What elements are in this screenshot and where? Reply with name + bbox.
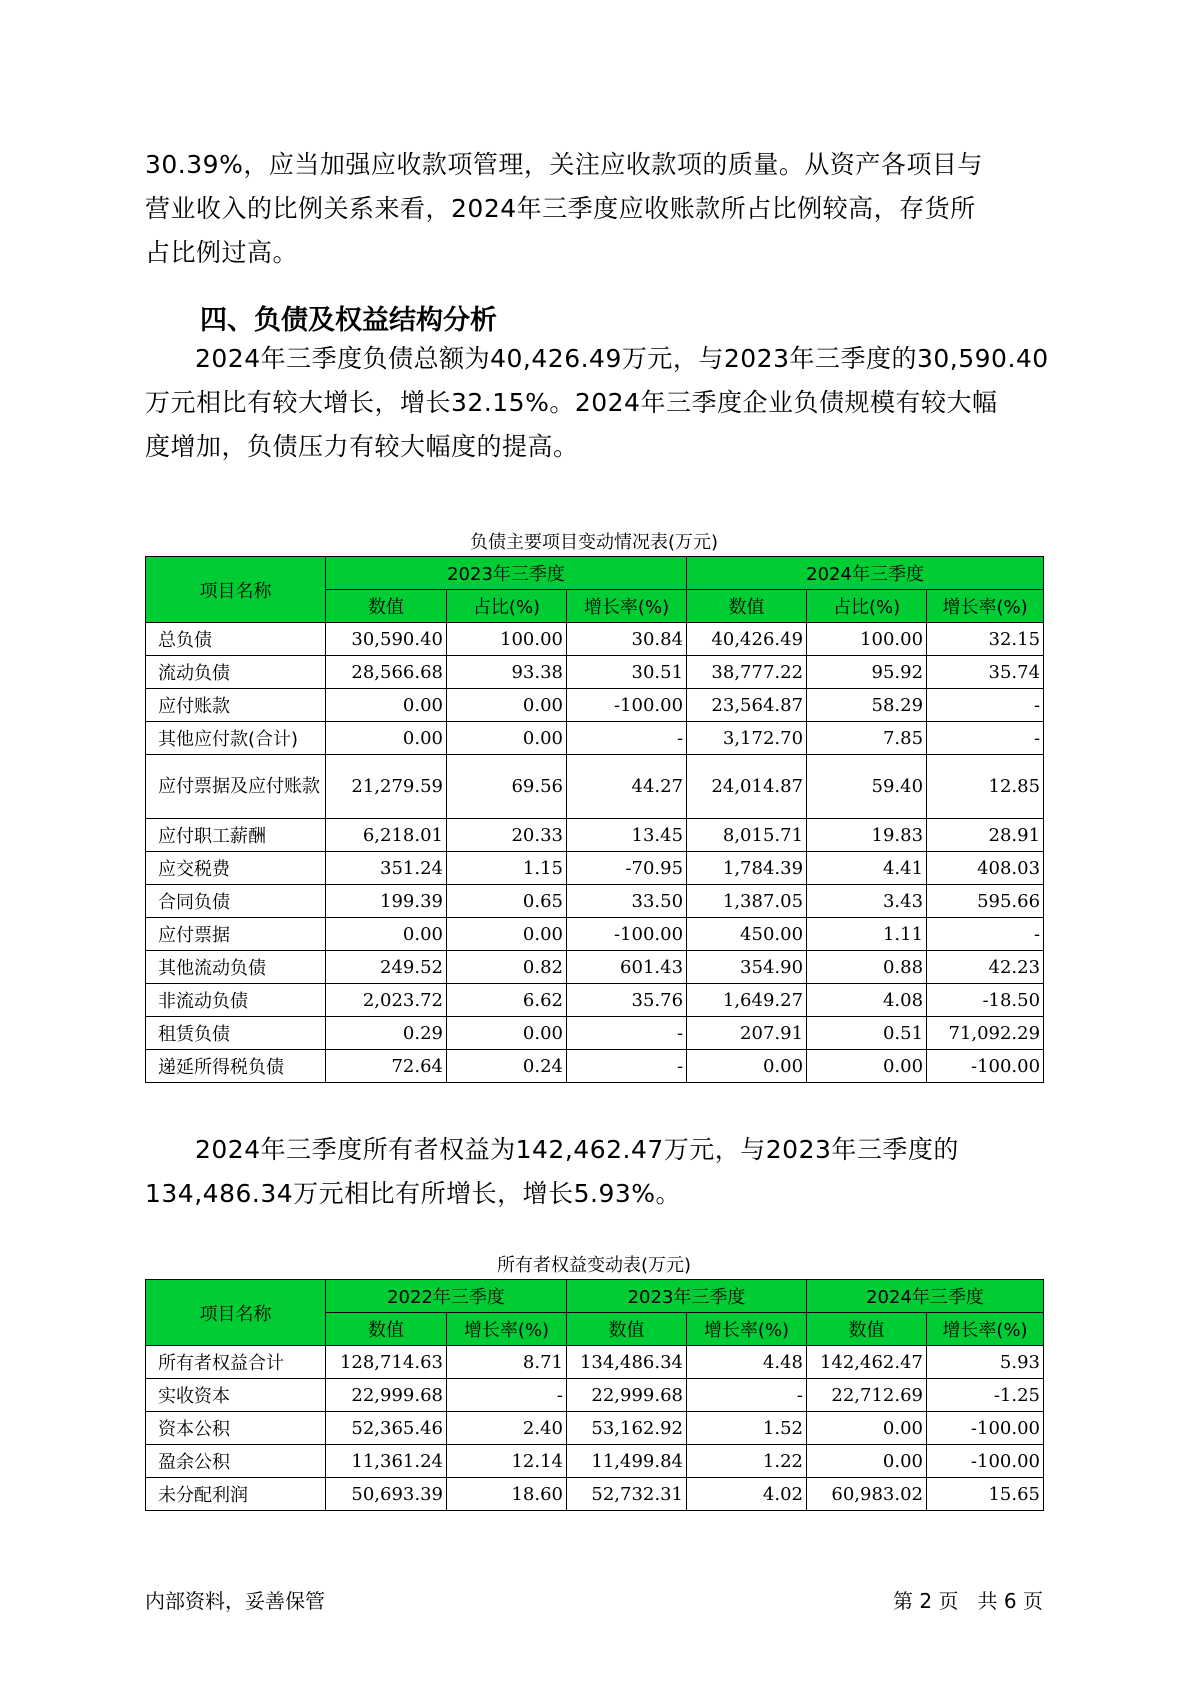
intro-paragraph [145,143,1065,275]
row-item-name: 流动负债 [146,656,326,689]
liabilities-table-caption: 负债主要项目变动情况表(万元) [469,532,719,553]
table-cell: 42.23 [927,951,1044,984]
liabilities-line: 度增加，负债压力有较大幅度的提高。 [145,432,579,461]
table-row [146,1478,1044,1511]
table-cell: 0.00 [326,722,447,755]
row-item-name: 应付职工薪酬 [146,819,326,852]
table-cell: 351.24 [326,852,447,885]
table-cell: 2.40 [447,1412,567,1445]
table-cell: 32.15 [927,623,1044,656]
table-cell: 22,999.68 [567,1379,687,1412]
table-cell: 0.00 [687,1050,807,1083]
row-item-name: 非流动负债 [146,984,326,1017]
header-growth: 增长率(%) [447,1313,567,1346]
header-growth: 增长率(%) [567,590,687,623]
table-row [146,656,1044,689]
table-cell: 50,693.39 [326,1478,447,1511]
equity-line: 134,486.34万元相比有所增长，增长5.93%。 [145,1179,682,1208]
table-cell: 0.00 [447,918,567,951]
table-cell: -100.00 [927,1412,1044,1445]
table-cell: - [567,1017,687,1050]
table-cell: 1.52 [687,1412,807,1445]
intro-line: 占比例过高。 [145,238,299,267]
liabilities-table [145,556,1044,1083]
table-cell: 0.00 [447,689,567,722]
header-period: 2022年三季度 [326,1280,567,1313]
row-item-name: 递延所得税负债 [146,1050,326,1083]
table-cell: 1,784.39 [687,852,807,885]
table-cell: 354.90 [687,951,807,984]
table-cell: 93.38 [447,656,567,689]
header-share: 占比(%) [807,590,927,623]
header-period: 2023年三季度 [567,1280,807,1313]
table-header-row [146,1280,1044,1313]
table-cell: - [687,1379,807,1412]
header-period: 2024年三季度 [687,557,1044,590]
table-cell: 95.92 [807,656,927,689]
liabilities-line: 2024年三季度负债总额为40,426.49万元，与2023年三季度的30,590.40 [195,344,1049,373]
row-item-name: 应付账款 [146,689,326,722]
footer-left: 内部资料，妥善保管 [145,1589,325,1613]
table-cell: 4.48 [687,1346,807,1379]
table-cell: 60,983.02 [807,1478,927,1511]
table-cell: 30,590.40 [326,623,447,656]
table-cell: 199.39 [326,885,447,918]
table-cell: 15.65 [927,1478,1044,1511]
table-cell: 408.03 [927,852,1044,885]
header-item-name: 项目名称 [146,557,326,623]
table-cell: 0.24 [447,1050,567,1083]
table-cell: 28,566.68 [326,656,447,689]
liabilities-line: 万元相比有较大增长，增长32.15%。2024年三季度企业负债规模有较大幅 [145,388,998,417]
table-cell: 30.51 [567,656,687,689]
table-cell: 11,361.24 [326,1445,447,1478]
table-cell: - [927,722,1044,755]
table-cell: 134,486.34 [567,1346,687,1379]
row-item-name: 所有者权益合计 [146,1346,326,1379]
table-cell: -1.25 [927,1379,1044,1412]
header-value: 数值 [567,1313,687,1346]
header-value: 数值 [326,590,447,623]
table-cell: 2,023.72 [326,984,447,1017]
table-cell: 38,777.22 [687,656,807,689]
table-cell: 58.29 [807,689,927,722]
intro-line: 30.39%，应当加强应收款项管理，关注应收款项的质量。从资产各项目与 [145,150,983,179]
table-cell: 18.60 [447,1478,567,1511]
table-cell: 30.84 [567,623,687,656]
table-header-row [146,557,1044,590]
table-cell: 0.00 [807,1050,927,1083]
header-growth: 增长率(%) [687,1313,807,1346]
table-row [146,852,1044,885]
equity-line: 2024年三季度所有者权益为142,462.47万元，与2023年三季度的 [195,1135,959,1164]
table-cell: 249.52 [326,951,447,984]
table-row [146,819,1044,852]
table-cell: -70.95 [567,852,687,885]
row-item-name: 资本公积 [146,1412,326,1445]
table-cell: 13.45 [567,819,687,852]
table-cell: 35.74 [927,656,1044,689]
table-cell: - [927,689,1044,722]
table-cell: 53,162.92 [567,1412,687,1445]
header-share: 占比(%) [447,590,567,623]
table-cell: 19.83 [807,819,927,852]
table-row [146,722,1044,755]
table-row [146,1412,1044,1445]
table-cell: 450.00 [687,918,807,951]
table-cell: 1.22 [687,1445,807,1478]
table-cell: 0.00 [807,1445,927,1478]
table-cell: 0.88 [807,951,927,984]
table-cell: -100.00 [927,1050,1044,1083]
table-cell: 4.08 [807,984,927,1017]
header-period: 2023年三季度 [326,557,687,590]
equity-table-caption: 所有者权益变动表(万元) [496,1255,692,1276]
header-growth: 增长率(%) [927,590,1044,623]
table-cell: - [567,722,687,755]
row-item-name: 未分配利润 [146,1478,326,1511]
table-cell: 6.62 [447,984,567,1017]
table-cell: 35.76 [567,984,687,1017]
table-cell: 12.14 [447,1445,567,1478]
table-cell: 100.00 [447,623,567,656]
table-row [146,1445,1044,1478]
table-cell: 601.43 [567,951,687,984]
table-cell: 100.00 [807,623,927,656]
table-cell: 12.85 [927,755,1044,819]
table-cell: 5.93 [927,1346,1044,1379]
table-cell: 59.40 [807,755,927,819]
header-item-name: 项目名称 [146,1280,326,1346]
table-cell: 33.50 [567,885,687,918]
table-cell: 4.02 [687,1478,807,1511]
table-row [146,1017,1044,1050]
table-cell: 1,387.05 [687,885,807,918]
table-cell: 595.66 [927,885,1044,918]
table-cell: 1.15 [447,852,567,885]
footer-page-number: 第 2 页 共 6 页 [893,1589,1043,1613]
table-row [146,1050,1044,1083]
table-cell: 8.71 [447,1346,567,1379]
table-cell: 11,499.84 [567,1445,687,1478]
table-cell: 1.11 [807,918,927,951]
table-cell: 128,714.63 [326,1346,447,1379]
table-row [146,755,1044,819]
row-item-name: 合同负债 [146,885,326,918]
table-cell: -100.00 [567,918,687,951]
table-cell: 40,426.49 [687,623,807,656]
row-item-name: 其他流动负债 [146,951,326,984]
table-cell: 0.00 [447,722,567,755]
row-item-name: 总负债 [146,623,326,656]
row-item-name: 实收资本 [146,1379,326,1412]
table-cell: 28.91 [927,819,1044,852]
table-cell: - [447,1379,567,1412]
table-cell: 24,014.87 [687,755,807,819]
table-cell: 71,092.29 [927,1017,1044,1050]
table-cell: -18.50 [927,984,1044,1017]
table-row [146,623,1044,656]
table-cell: 20.33 [447,819,567,852]
row-item-name: 应付票据 [146,918,326,951]
table-row [146,885,1044,918]
header-period: 2024年三季度 [807,1280,1044,1313]
table-cell: 69.56 [447,755,567,819]
table-cell: 6,218.01 [326,819,447,852]
table-cell: 8,015.71 [687,819,807,852]
table-row [146,984,1044,1017]
table-cell: - [567,1050,687,1083]
table-cell: 7.85 [807,722,927,755]
table-cell: 72.64 [326,1050,447,1083]
table-row [146,1346,1044,1379]
table-cell: 21,279.59 [326,755,447,819]
row-item-name: 应交税费 [146,852,326,885]
liabilities-paragraph [145,337,1065,469]
table-cell: 0.65 [447,885,567,918]
row-item-name: 租赁负债 [146,1017,326,1050]
row-item-name: 盈余公积 [146,1445,326,1478]
table-cell: 0.00 [326,689,447,722]
table-cell: -100.00 [567,689,687,722]
table-row [146,689,1044,722]
table-cell: 0.00 [326,918,447,951]
header-value: 数值 [687,590,807,623]
row-item-name: 其他应付款(合计) [146,722,326,755]
row-item-name: 应付票据及应付账款 [146,755,326,819]
header-value: 数值 [807,1313,927,1346]
table-cell: 52,732.31 [567,1478,687,1511]
equity-table [145,1279,1044,1511]
table-cell: 44.27 [567,755,687,819]
header-value: 数值 [326,1313,447,1346]
table-cell: 4.41 [807,852,927,885]
table-cell: 3,172.70 [687,722,807,755]
table-cell: 0.82 [447,951,567,984]
equity-paragraph [145,1128,1065,1216]
intro-line: 营业收入的比例关系来看，2024年三季度应收账款所占比例较高，存货所 [145,194,976,223]
section-heading: 四、负债及权益结构分析 [200,305,497,336]
table-cell: -100.00 [927,1445,1044,1478]
table-cell: 0.51 [807,1017,927,1050]
table-cell: 1,649.27 [687,984,807,1017]
header-growth: 增长率(%) [927,1313,1044,1346]
table-cell: 3.43 [807,885,927,918]
table-row [146,951,1044,984]
table-cell: - [927,918,1044,951]
table-cell: 52,365.46 [326,1412,447,1445]
table-cell: 0.29 [326,1017,447,1050]
table-cell: 22,712.69 [807,1379,927,1412]
table-cell: 207.91 [687,1017,807,1050]
table-row [146,1379,1044,1412]
table-cell: 23,564.87 [687,689,807,722]
table-row [146,918,1044,951]
table-cell: 22,999.68 [326,1379,447,1412]
table-cell: 0.00 [807,1412,927,1445]
table-cell: 0.00 [447,1017,567,1050]
table-cell: 142,462.47 [807,1346,927,1379]
